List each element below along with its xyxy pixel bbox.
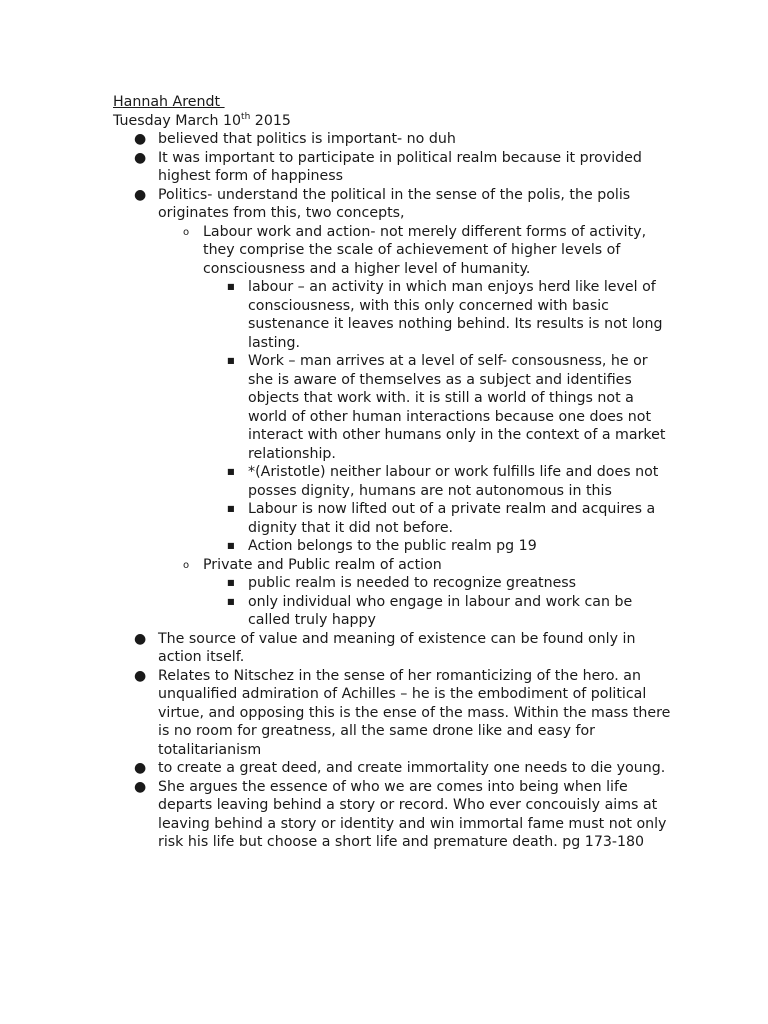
bullet-square-icon: ■: [227, 578, 235, 587]
bullet-dot-icon: ●: [134, 760, 147, 776]
bullet-dot-icon: ●: [134, 186, 147, 203]
bullet-circle-icon: o: [183, 226, 190, 238]
sub-list-item: o Labour work and action- not merely different forms of activity, they comprise the scale of achievement of higher levels of consciousness and a higher level of humanity. ■ labour – an activity in which man enjoys herd like level of consciousness, with this only concerned with basic sustenance it leaves nothing behind. Its results is not long lasting. ■ Work – man arrives at a level of self- consousness, he or she is aware of themselves as a subject and identifies objects that work with. it is still a world of things not a world of other human interactions because one does not interact with other humans only in the context of a market relationship. ■ *(Aristotle) neither labour or work fulfills life and does not posses dignity, humans are not autonomous in this ■ Labour is now lifted out of a private realm and acquires a dignity that it did not before. ■ Action belongs to the public realm pg 19: [158, 223, 673, 556]
list-item: ● The source of value and meaning of existence can be found only in action itself.: [134, 630, 636, 665]
list-item: ● It was important to participate in political realm because it provided highest form of happiness: [134, 149, 642, 184]
bullet-square-icon: ■: [227, 356, 235, 365]
bullet-dot-icon: ●: [134, 778, 147, 795]
date-suffix: 2015: [250, 112, 291, 129]
bullet-dot-icon: ●: [134, 131, 147, 147]
sub-sub-list-item: ■ *(Aristotle) neither labour or work fulfills life and does not posses dignity, humans are not autonomous in this: [227, 464, 659, 499]
notes-content: [113, 93, 673, 852]
bullet-square-icon: ■: [227, 467, 235, 476]
date-prefix: Tuesday March 10: [113, 112, 242, 129]
list-item: ● to create a great deed, and create immortality one needs to die young.: [134, 760, 666, 776]
sub-list-item: o Private and Public realm of action ■ public realm is needed to recognize greatness ■ only individual who engage in labour and work can be called truly happy: [158, 556, 673, 630]
sub-sub-list: [203, 278, 673, 556]
list-item: ● She argues the essence of who we are comes into being when life departs leaving behind a story or record. Who ever concouisly aims at leaving behind a story or identity and win immortal fame must not only risk his life but choose a short life and premature death. pg 173-180: [134, 778, 667, 850]
bullet-square-icon: ■: [227, 504, 235, 513]
list-item: ● Politics- understand the political in the sense of the polis, the polis originates from this, two concepts, o Labour work and action- not merely different forms of activity, they comprise the scale of achievement of higher levels of consciousness and a higher level of humanity. ■ labour – an activity in which man enjoys herd like level of consciousness, with this only concerned with basic sustenance it leaves nothing behind. Its results is not long lasting. ■ Work – man arrives at a level of self- consousness, he or she is aware of themselves as a subject and identifies objects that work with. it is still a world of things not a world of other human interactions because one does not interact with other humans only in the context of a market relationship. ■ *(Aristotle) neither labour or work fulfills life and does not posses dignity, humans are not autonomous in this ■ Labour is now lifted out of a private realm and acquires a dignity that it did not before. ■ Action belongs to the public realm pg 19 o Private and Public realm of action ■ public realm is needed to recognize greatness ■ only individual who engage in labour and work can be called truly happy: [113, 186, 673, 630]
sub-list: [158, 223, 673, 630]
bullet-circle-icon: o: [183, 559, 190, 571]
sub-sub-list-item: ■ public realm is needed to recognize greatness: [227, 575, 577, 591]
list-item: ● Relates to Nitschez in the sense of her romanticizing of the hero. an unqualified admiration of Achilles – he is the embodiment of political virtue, and opposing this is the ense of the mass. Within the mass there is no room for greatness, all the same drone like and easy for totalitarianism: [134, 667, 671, 758]
bullet-dot-icon: ●: [134, 667, 147, 684]
document-title: Hannah Arendt: [113, 94, 225, 110]
bullet-square-icon: ■: [227, 282, 235, 291]
sub-sub-list-item: ■ only individual who engage in labour and work can be called truly happy: [227, 593, 633, 628]
list-item: ● believed that politics is important- no duh: [134, 131, 456, 147]
sub-sub-list-item: ■ labour – an activity in which man enjoys herd like level of consciousness, with this only concerned with basic sustenance it leaves nothing behind. Its results is not long lasting.: [227, 279, 663, 351]
bullet-dot-icon: ●: [134, 149, 147, 166]
bullet-square-icon: ■: [227, 596, 235, 606]
bullet-list: [113, 130, 673, 852]
sub-sub-list-item: ■ Labour is now lifted out of a private realm and acquires a dignity that it did not before.: [227, 501, 656, 536]
date-superscript: th: [241, 111, 251, 122]
document-date: [113, 112, 673, 131]
sub-sub-list: [203, 574, 673, 630]
bullet-square-icon: ■: [227, 541, 235, 550]
sub-sub-list-item: ■ Action belongs to the public realm pg 19: [227, 538, 537, 554]
bullet-dot-icon: ●: [134, 630, 147, 647]
sub-sub-list-item: ■ Work – man arrives at a level of self- consousness, he or she is aware of themselves as a subject and identifies objects that work with. it is still a world of things not a world of other human interactions because one does not interact with other humans only in the context of a market relationship.: [227, 353, 666, 462]
